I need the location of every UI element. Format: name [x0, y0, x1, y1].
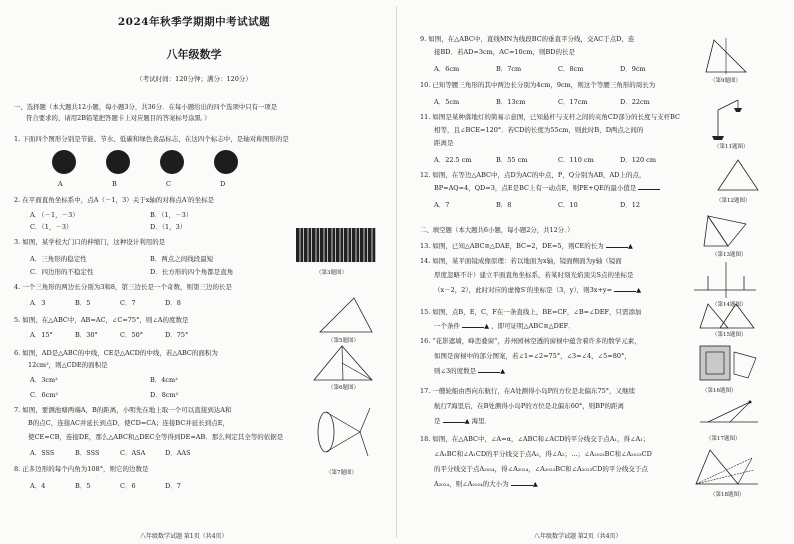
figure-6-caption: （第6题图）	[328, 385, 359, 391]
question-12-cont	[434, 183, 660, 195]
question-1	[14, 134, 289, 146]
question-5	[14, 315, 188, 327]
question-text: ，即可证明△ABC≌△DEF．	[491, 322, 575, 330]
option-b[interactable]: B．8	[496, 201, 512, 209]
answer-blank[interactable]	[614, 291, 636, 292]
question-17	[420, 386, 635, 398]
question-text: 如图，某平面镜成像原理：若以地面为x轴，镜面侧面为y轴（镜面	[432, 257, 622, 265]
question-7-cont1	[28, 418, 229, 430]
option-c[interactable]: C	[166, 180, 171, 188]
answer-blank[interactable]	[462, 327, 484, 328]
question-11-cont1	[434, 125, 643, 137]
question-text: 如图是某种落地灯的简易示意图，已知悬杆与支杆之间的夹角CD部分的长度与支杆BC	[432, 113, 680, 121]
figure-11-caption: （第11题图）	[714, 144, 749, 150]
figure-7-pond	[312, 404, 372, 466]
option-d[interactable]: D．12	[620, 201, 640, 209]
question-number: 14.	[420, 257, 431, 265]
option-d[interactable]: D．75°	[165, 331, 189, 339]
option-d[interactable]: D．AAS	[165, 449, 191, 457]
question-text: 如图，已知△ABC≌△DAE，BC=2，DE=5，则CE的长为	[432, 242, 604, 250]
option-a[interactable]: A．15°	[30, 331, 53, 339]
question-9	[420, 34, 634, 46]
answer-blank[interactable]	[511, 485, 533, 486]
q8-options	[30, 481, 181, 490]
question-number: 2.	[14, 196, 21, 204]
question-16	[420, 336, 641, 348]
figure-11-lamp	[710, 96, 744, 140]
q12-options	[434, 200, 640, 209]
question-text: 如图，某学校大门口的伸缩门，这种设计利用的是	[22, 238, 166, 246]
q4-options	[30, 298, 181, 307]
question-text: 在平面直角坐标系中，点A（－1，3）关于x轴的对称点A′的坐标是	[22, 196, 215, 204]
question-18	[420, 434, 649, 446]
question-text: 如图，要测池塘两端A，B的距离，小明先在地上取一个可以直接到达A和	[22, 406, 232, 414]
figure-14-mirror-axes	[694, 262, 756, 300]
figure-13-triangles	[702, 214, 750, 248]
option-c[interactable]: C．（1，－3）	[30, 223, 73, 231]
question-17-cont2	[434, 416, 491, 428]
figure-9-caption: （第9题图）	[710, 78, 741, 84]
option-b[interactable]: B．4cm²	[150, 376, 178, 384]
question-4	[14, 282, 232, 294]
question-text: 海里．	[471, 417, 492, 425]
q2-options-row1	[30, 210, 192, 219]
option-c[interactable]: C．四边形的不稳定性	[30, 268, 94, 276]
q1-options	[58, 180, 274, 188]
figure-9-triangle	[704, 38, 748, 74]
option-b[interactable]: B．5	[75, 299, 91, 307]
section-1-heading-line2: 符合要求的，请用2B铅笔把答题卡上对应题目的答案标号涂黑．）	[26, 114, 211, 122]
question-2	[14, 195, 214, 207]
question-text: 使CE=CB，连接DE，那么△ABC和△DEC全等得到DE=AB．那么判定其全等的依据是	[28, 433, 284, 441]
question-text: 下面四个图形分别是节能、节水、低碳和绿色食品标志，在这四个标志中，是轴对称图形的是	[22, 135, 289, 143]
option-b[interactable]: B．7cm	[496, 65, 522, 73]
answer-blank[interactable]	[478, 372, 500, 373]
question-text: 一个三角形的两边长分别为3和8，第三边长是一个奇数，则第三边的长是	[22, 283, 233, 291]
page-1	[0, 0, 388, 544]
option-a[interactable]: A．6cm	[434, 65, 460, 73]
question-number: 5.	[14, 316, 21, 324]
answer-blank[interactable]	[443, 422, 465, 423]
option-a[interactable]: A．（－1，－3）	[30, 211, 79, 219]
question-text: 的平分线交于点A₂₀₂₄，得∠A₂₀₂₄，∠A₂₀₂₃BC和∠A₂₀₂₃CD的平分线交于点	[434, 465, 648, 473]
figure-18-angle-bisectors	[694, 448, 760, 488]
question-text: 一艘轮船由西向东航行，在A处测得小岛P的方位是北偏东75°，又继续	[432, 387, 636, 395]
option-c[interactable]: C．110 cm	[558, 156, 594, 164]
page-2	[398, 0, 786, 544]
question-number: 4.	[14, 283, 21, 291]
option-d[interactable]: D．120 cm	[620, 156, 656, 164]
exam-title: 2024年秋季学期期中考试试题	[117, 16, 271, 28]
question-text: 相等，且∠BCE=120°．若CD的长度为55cm，则此时B，D两点之间的	[434, 126, 644, 134]
figure-15-caption: （第15题图）	[712, 332, 747, 338]
question-3	[14, 237, 165, 249]
option-d[interactable]: D．22cm	[620, 98, 650, 106]
option-a[interactable]: A．3cm²	[30, 376, 58, 384]
figure-12-caption: （第12题图）	[716, 198, 751, 204]
question-18-cont1	[434, 449, 652, 461]
option-a[interactable]: A．三角形的稳定性	[30, 255, 87, 263]
question-text: 正多边形的每个内角为108°，则它的边数是	[22, 465, 149, 473]
q5-options	[30, 330, 188, 339]
option-c[interactable]: C．6	[120, 482, 136, 490]
q11-options	[434, 155, 656, 164]
question-text: 如图，在△ABC中，AB=AC，∠C=75°，则∠A的度数是	[22, 316, 189, 324]
option-b[interactable]: B．5	[75, 482, 91, 490]
question-number: 16.	[420, 337, 431, 345]
question-14-cont2	[434, 285, 641, 297]
question-text: B的点C，连接AC并延长到点D，使CD=CA；连接BC并延长到点E，	[28, 419, 230, 427]
blank-marker: ▲	[627, 242, 633, 250]
figure-15-triangles	[698, 302, 758, 332]
option-c[interactable]: C．17cm	[558, 98, 588, 106]
question-text: 一个条件	[434, 322, 460, 330]
option-b[interactable]: B．两点之间线段最短	[150, 255, 214, 263]
option-a[interactable]: A．22.5 cm	[434, 156, 472, 164]
question-11-cont2	[434, 138, 454, 150]
exam-info: （考试时间：120分钟；满分：120分）	[136, 75, 252, 83]
option-c[interactable]: C．10	[558, 201, 578, 209]
figure-6-triangle	[312, 344, 374, 384]
figure-17-caption: （第17题图）	[706, 436, 741, 442]
option-c[interactable]: C．ASA	[120, 449, 146, 457]
question-number: 8.	[14, 465, 21, 473]
question-text: “花影遮墙，峰峦叠窗”，苏州园林空透的窗棂中蕴含着许多的数学元素，	[432, 337, 641, 345]
section-1-heading	[14, 102, 384, 124]
question-text: 如图是窗棂中的部分图案，若∠1=∠2=75°，∠3=∠4，∠5=80°，	[434, 352, 631, 360]
question-number: 6.	[14, 349, 21, 357]
answer-blank[interactable]	[606, 247, 628, 248]
question-number: 10.	[420, 81, 431, 89]
blank-marker: ▲	[532, 480, 538, 488]
question-number: 9.	[420, 35, 427, 43]
question-text: 如图，在等边△ABC中，点D为AC的中点，P，Q分别为AB，AD上的点，	[432, 171, 646, 179]
question-16-cont2	[434, 366, 505, 378]
option-a[interactable]: A．4	[30, 482, 46, 490]
question-13	[420, 241, 633, 253]
question-14	[420, 256, 622, 268]
question-6	[14, 348, 218, 360]
option-a[interactable]: A．7	[434, 201, 450, 209]
option-b[interactable]: B．SSS	[75, 449, 100, 457]
option-d[interactable]: D．长方形的四个角都是直角	[150, 268, 234, 276]
option-b[interactable]: B．13cm	[496, 98, 526, 106]
section-1-heading-line1: 一、选择题（本大题共12小题，每小题3分，共36分．在每小题给出的四个选项中只有一项是	[14, 103, 278, 111]
exam-subject: 八年级数学	[166, 48, 222, 61]
page-2-footer: 八年级数学试题 第2页（共4页）	[534, 533, 622, 540]
option-d[interactable]: D．8	[165, 299, 181, 307]
blank-marker: ▲	[636, 286, 642, 294]
option-c[interactable]: C．8cm	[558, 65, 584, 73]
question-text: 则∠3的度数是	[434, 367, 477, 375]
question-number: 11.	[420, 113, 431, 121]
telescopic-gate-photo	[296, 228, 376, 262]
figure-13-caption: （第13题图）	[712, 252, 747, 258]
question-text: A₂₀₂₄，则∠A₂₀₂₄的大小为	[434, 480, 509, 488]
option-a[interactable]: A	[58, 180, 63, 188]
question-text: 如图，在△ABC中，直线MN为线段BC的垂直平分线，交AC于点D，连	[428, 35, 635, 43]
option-c[interactable]: C．7	[120, 299, 136, 307]
page-divider	[396, 6, 397, 538]
question-text: 如图，点B，E，C，F在一条直线上，BE=CF，∠B=∠DEF，只需添加	[432, 308, 642, 316]
figure-16-window-lattice	[698, 344, 760, 384]
q3-options-row2	[30, 267, 233, 276]
blank-marker: ▲	[500, 367, 506, 375]
energy-saving-logo-icon	[52, 150, 76, 174]
question-text: 距离是	[434, 139, 454, 147]
question-number: 15.	[420, 308, 431, 316]
question-text: 12cm²，则△CDE的面积是	[28, 361, 108, 369]
option-b[interactable]: B．55 cm	[496, 156, 528, 164]
question-text: ∠A₁BC和∠A₁CD的平分线交于点A₂，得∠A₂；…；∠A₂₀₂₃BC和∠A₂₀₂₃CD	[434, 450, 652, 458]
question-7-cont2	[28, 432, 283, 444]
option-a[interactable]: A．SSS	[30, 449, 55, 457]
question-8	[14, 464, 148, 476]
figure-12-triangle	[716, 158, 760, 192]
question-text: 厚度忽略不计）建立平面直角坐标系，若某时刻光焰顶尖S点的坐标是	[434, 271, 634, 279]
q7-options	[30, 448, 191, 457]
option-d[interactable]: D．8cm²	[150, 391, 179, 399]
question-17-cont1	[434, 401, 624, 413]
option-d[interactable]: D．（1，3）	[150, 223, 187, 231]
option-d[interactable]: D．7	[165, 482, 181, 490]
figure-3-caption: （第3题图）	[316, 270, 347, 276]
question-text: 如图，在△ABC中，∠A=α，∠ABC和∠ACD的平分线交于点A₁，得∠A₁；	[432, 435, 650, 443]
figure-7-caption: （第7题图）	[326, 470, 357, 476]
question-9-cont	[434, 47, 575, 59]
question-text: （x－2，2），此时对应的虚像S′的坐标是（3，y），则3x+y=	[434, 286, 613, 294]
water-saving-logo-icon	[106, 150, 130, 174]
q9-options	[434, 64, 646, 73]
question-number: 7.	[14, 406, 21, 414]
question-18-cont2	[434, 464, 648, 476]
question-15	[420, 307, 641, 319]
option-c[interactable]: C．50°	[120, 331, 143, 339]
figure-5-triangle	[316, 296, 376, 336]
figure-5-caption: （第5题图）	[328, 338, 359, 344]
option-a[interactable]: A．5cm	[434, 98, 460, 106]
answer-blank[interactable]	[638, 189, 660, 190]
question-text: BP=AQ=4，QD=3，点E是BC上有一动点E，则PE+QE的最小值是	[434, 184, 637, 192]
question-12	[420, 170, 645, 182]
page-1-footer: 八年级数学试题 第1页（共4页）	[140, 533, 228, 540]
option-b[interactable]: B．（1，－3）	[150, 211, 193, 219]
question-6-cont	[28, 360, 108, 372]
section-2-heading: 二、填空题（本大题共6小题，每小题2分，共12分．）	[420, 226, 574, 234]
figure-14-caption: （第14题图）	[712, 302, 747, 308]
question-text: 已知等腰三角形的其中两边长分别为4cm，9cm，则这个等腰三角形的周长为	[432, 81, 656, 89]
question-number: 3.	[14, 238, 21, 246]
q6-options-row1	[30, 375, 178, 384]
q10-options	[434, 97, 650, 106]
option-b[interactable]: B．30°	[75, 331, 98, 339]
green-food-logo-icon	[214, 150, 238, 174]
question-18-cont3	[434, 479, 538, 491]
question-number: 17.	[420, 387, 431, 395]
question-text: 接BD．若AD=3cm，AC=10cm，则BD的长是	[434, 48, 575, 56]
question-text: 航行7海里后，在B处测得小岛P的方位是北偏东60°，则BP的距离	[434, 402, 624, 410]
low-carbon-logo-icon	[160, 150, 184, 174]
figure-18-caption: （第18题图）	[710, 492, 745, 498]
q3-options-row1	[30, 254, 213, 263]
q6-options-row2	[30, 390, 178, 399]
question-15-cont	[434, 321, 575, 333]
option-d[interactable]: D	[220, 180, 226, 188]
option-a[interactable]: A．3	[30, 299, 46, 307]
question-text: 是	[434, 417, 441, 425]
figure-16-caption: （第16题图）	[702, 388, 737, 394]
question-number: 1.	[14, 135, 21, 143]
figure-17-ship-route	[698, 398, 760, 428]
question-14-cont1	[434, 270, 633, 282]
question-11	[420, 112, 680, 124]
logo-row	[52, 150, 268, 174]
question-10	[420, 80, 655, 92]
blank-marker: ▲	[484, 322, 490, 330]
question-number: 12.	[420, 171, 431, 179]
blank-marker: ▲	[464, 417, 470, 425]
option-c[interactable]: C．6cm²	[30, 391, 59, 399]
option-b[interactable]: B	[112, 180, 117, 188]
q2-options-row2	[30, 222, 186, 231]
question-text: 如图，AD是△ABC的中线，CE是△ACD的中线，若△ABC的面积为	[22, 349, 218, 357]
question-number: 13.	[420, 242, 431, 250]
question-7	[14, 405, 231, 417]
option-d[interactable]: D．9cm	[620, 65, 646, 73]
question-number: 18.	[420, 435, 431, 443]
question-16-cont1	[434, 351, 631, 363]
